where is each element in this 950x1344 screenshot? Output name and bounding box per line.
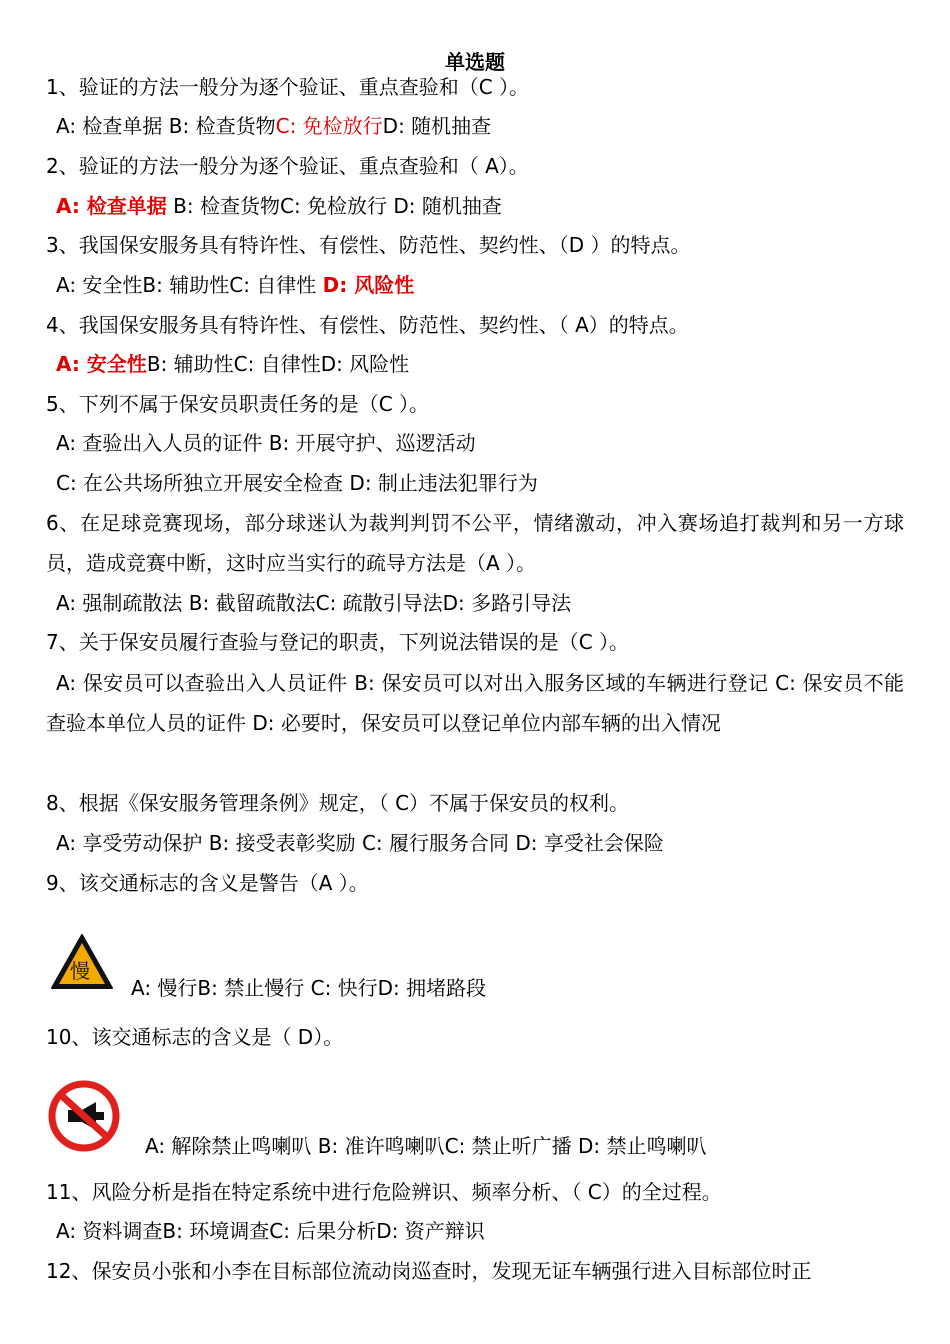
page-title: 单选题 [445,50,505,74]
question-3: 3、我国保安服务具有特许性、有偿性、防范性、契约性、（D ）的特点。 [46,233,691,257]
options-11: A: 资料调查B: 环境调查C: 后果分析D: 资产辩识 [56,1219,485,1243]
options-6: A: 强制疏散法 B: 截留疏散法C: 疏散引导法D: 多路引导法 [56,591,572,615]
options-5b: C: 在公共场所独立开展安全检查 D: 制止违法犯罪行为 [56,471,538,495]
no-horn-sign-icon [48,1080,120,1152]
option-text: A: 检查单据 B: 检查货物 [56,114,276,138]
options-9: A: 慢行B: 禁止慢行 C: 快行D: 拥堵路段 [131,976,487,1000]
question-12: 12、保安员小张和小李在目标部位流动岗巡查时，发现无证车辆强行进入目标部位时正 [46,1259,812,1283]
answer-highlight: C: 免检放行 [275,114,383,138]
question-10: 10、该交通标志的含义是（ D）。 [46,1025,344,1049]
question-5: 5、下列不属于保安员职责任务的是（C ）。 [46,392,430,416]
options-2 [56,191,502,221]
options-5a: A: 查验出入人员的证件 B: 开展守护、巡逻活动 [56,431,476,455]
slow-warning-sign-icon [50,933,114,991]
question-8: 8、根据《保安服务管理条例》规定，（ C）不属于保安员的权利。 [46,791,630,815]
sign-character: 慢 [70,959,90,983]
options-10: A: 解除禁止鸣喇叭 B: 准许鸣喇叭C: 禁止听广播 D: 禁止鸣喇叭 [145,1134,707,1158]
question-7: 7、关于保安员履行查验与登记的职责，下列说法错误的是（C ）。 [46,630,630,654]
question-4: 4、我国保安服务具有特许性、有偿性、防范性、契约性、（ A）的特点。 [46,313,689,337]
options-1 [56,111,491,141]
option-text: B: 检查货物C: 免检放行 D: 随机抽查 [166,194,502,218]
question-9: 9、该交通标志的含义是警告（A ）。 [46,871,369,895]
answer-highlight: A: 检查单据 [56,194,167,218]
options-7: A: 保安员可以查验出入人员证件 B: 保安员可以对出入服务区域的车辆进行登记 C: 保安员不能查验本单位人员的证件 D: 必要时，保安员可以登记单位内部车辆的出入情况 [46,671,904,735]
answer-highlight: D: 风险性 [322,273,415,297]
option-text: A: 安全性B: 辅助性C: 自律性 [56,273,323,297]
question-6: 6、在足球竞赛现场，部分球迷认为裁判判罚不公平，情绪激动，冲入赛场追打裁判和另一方球员，造成竞赛中断，这时应当实行的疏导方法是（A ）。 [46,511,904,575]
option-text: B: 辅助性C: 自律性D: 风险性 [146,352,410,376]
options-4 [56,349,409,379]
question-1: 1、验证的方法一般分为逐个验证、重点查验和（C ）。 [46,75,530,99]
options-3 [56,270,414,300]
question-2: 2、验证的方法一般分为逐个验证、重点查验和（ A）。 [46,154,529,178]
question-11: 11、风险分析是指在特定系统中进行危险辨识、频率分析、（ C）的全过程。 [46,1180,722,1204]
option-text: D: 随机抽查 [382,114,492,138]
answer-highlight: A: 安全性 [56,352,147,376]
options-8: A: 享受劳动保护 B: 接受表彰奖励 C: 履行服务合同 D: 享受社会保险 [56,831,664,855]
